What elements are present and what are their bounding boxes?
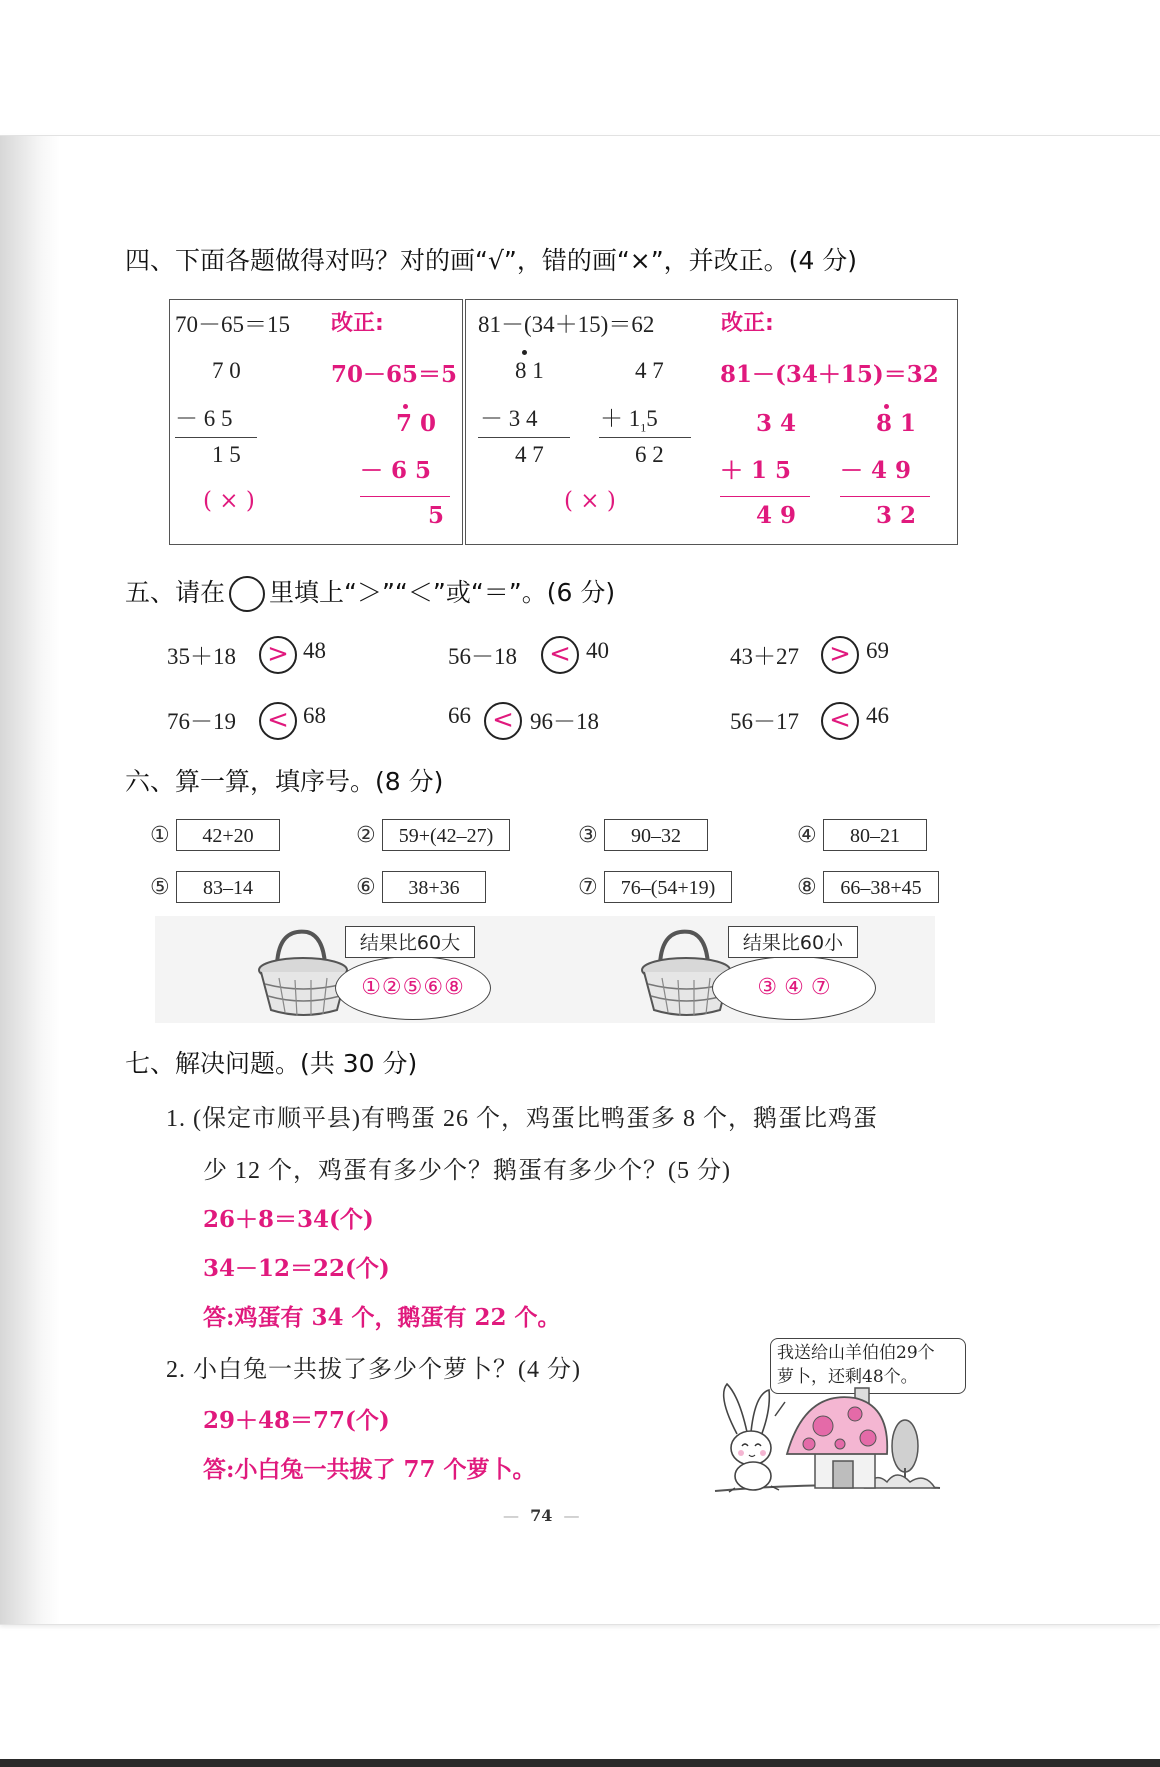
expr-box-5: 83–14 <box>176 871 280 903</box>
q2-answer-2: 答:小白兔一共拔了 77 个萝卜。 <box>203 1456 536 1483</box>
q1-answer-1: 26＋8＝34(个) <box>203 1206 374 1233</box>
right-wrong-mark: ( × ) <box>564 488 616 514</box>
compare-right-6: 46 <box>866 703 889 728</box>
expr-box-6: 38+36 <box>382 871 486 903</box>
right-a-mid: － 3 4 <box>480 406 538 431</box>
item-number-8: ⑧ <box>797 875 817 900</box>
page-fold-shadow <box>0 136 60 1624</box>
compare-left-3: 43＋27 <box>730 644 799 669</box>
bubble-line-2: 萝卜，还剩48个。 <box>777 1367 918 1387</box>
section6-title: 六、算一算，填序号。(8 分) <box>125 767 444 796</box>
basket2-answer: ③ ④ ⑦ <box>757 975 831 1000</box>
left-mark <box>203 488 255 514</box>
compare-right-3: 69 <box>866 638 889 663</box>
expr-box-7: 76–(54+19) <box>604 871 732 903</box>
left-fix-top: 7 0 <box>396 410 437 437</box>
left-col-underline <box>175 437 257 438</box>
compare-left: 35＋18 <box>167 644 236 669</box>
item-number-1: ① <box>150 823 170 848</box>
compare-left-2: 56－18 <box>448 644 517 669</box>
section4-right-box <box>465 299 958 545</box>
right-a-top: 8 1 <box>515 358 544 383</box>
right-b-underline <box>599 437 691 438</box>
rabbit-mushroom-illustration <box>705 1376 945 1496</box>
section4-left-box <box>169 299 463 545</box>
section4-title: 四、下面各题做得对吗？对的画“√”，错的画“×”，并改正。(4 分) <box>125 246 858 275</box>
compare-circle-2[interactable]: < <box>541 636 579 674</box>
compare-right-2: 40 <box>586 638 609 663</box>
right-a-result: 4 7 <box>515 442 544 467</box>
expr-box-3: 90–32 <box>604 819 708 851</box>
section5-title-pre: 五、请在 <box>125 578 226 607</box>
basket1-label: 结果比60大 <box>345 926 475 958</box>
bubble-line-1: 我送给山羊伯伯29个 <box>777 1343 935 1363</box>
compare-circle-1[interactable]: > <box>259 636 297 674</box>
compare-right-4: 68 <box>303 703 326 728</box>
right-c-underline <box>720 496 810 497</box>
right-fix-label: 改正: <box>721 311 774 336</box>
left-original-expr: 70－65＝15 <box>175 312 290 337</box>
basket1-ellipse <box>335 956 491 1020</box>
item-number-6: ⑥ <box>356 875 376 900</box>
right-d-underline <box>840 496 930 497</box>
q1-answer-2: 34－12＝22(个) <box>203 1255 390 1282</box>
right-fix-expr: 81－(34＋15)＝32 <box>720 361 939 388</box>
left-fix-mid: － 6 5 <box>360 457 432 484</box>
compare-left-6: 56－17 <box>730 709 799 734</box>
left-col-top: 7 0 <box>212 358 241 383</box>
blank-circle-icon <box>229 576 265 612</box>
compare-circle-6[interactable]: < <box>821 702 859 740</box>
compare-circle-5[interactable]: < <box>484 702 522 740</box>
right-d-borrow-dot <box>884 404 889 409</box>
section5-title <box>125 573 615 612</box>
right-d-mid: － 4 9 <box>840 457 912 484</box>
q2-answer-1: 29＋48＝77(个) <box>203 1407 390 1434</box>
expr-box-2: 59+(42–27) <box>382 819 510 851</box>
compare-left-4: 76－19 <box>167 709 236 734</box>
right-b-mid-pre: ＋ 1 <box>600 406 641 431</box>
compare-item-1 <box>167 638 236 671</box>
left-fix-underline <box>360 496 450 497</box>
left-fix-expr: 70－65＝5 <box>331 361 458 388</box>
left-fix-label: 改正: <box>331 311 384 336</box>
section5-title-post: 里填上“＞”“＜”或“＝”。(6 分) <box>269 578 616 607</box>
page-number: 74 <box>530 1506 553 1525</box>
right-d-top: 8 1 <box>876 410 917 437</box>
q2-line1: 2. 小白兔一共拔了多少个萝卜？(4 分) <box>166 1357 581 1383</box>
page-number-row: — 74 — <box>503 1506 580 1525</box>
section7-title: 七、解决问题。(共 30 分) <box>125 1049 418 1078</box>
expr-box-1: 42+20 <box>176 819 280 851</box>
item-number-5: ⑤ <box>150 875 170 900</box>
right-c-mid: ＋ 1 5 <box>720 457 792 484</box>
right-a-underline <box>478 437 570 438</box>
right-b-mid <box>600 400 658 436</box>
right-c-top: 3 4 <box>756 410 797 437</box>
left-wrong-mark: ( × ) <box>203 488 255 514</box>
compare-circle-4[interactable]: < <box>259 702 297 740</box>
worksheet-page <box>0 135 1160 1625</box>
compare-circle-3[interactable]: > <box>821 636 859 674</box>
basket1-answer: ①②⑤⑥⑧ <box>361 975 465 1000</box>
basket2-ellipse <box>712 956 876 1020</box>
q1-answer-3: 答:鸡蛋有 34 个，鹅蛋有 22 个。 <box>203 1304 561 1331</box>
right-b-top: 4 7 <box>635 358 664 383</box>
left-fix-result: 5 <box>428 502 445 529</box>
compare-left-5: 66 <box>448 703 471 728</box>
q1-line1: 1. (保定市顺平县)有鸭蛋 26 个，鸡蛋比鸭蛋多 8 个，鹅蛋比鸡蛋 <box>166 1106 878 1132</box>
bottom-bar <box>0 1759 1160 1767</box>
left-col-mid: － 6 5 <box>175 406 233 431</box>
expr-box-4: 80–21 <box>823 819 927 851</box>
right-mark <box>564 488 616 514</box>
item-number-3: ③ <box>578 823 598 848</box>
compare-right-1: 48 <box>303 638 326 663</box>
left-fix-borrow-dot <box>403 404 408 409</box>
right-c-result: 4 9 <box>756 502 797 529</box>
right-original-expr: 81－(34＋15)＝62 <box>478 312 655 337</box>
q1-line2: 少 12 个，鸡蛋有多少个？鹅蛋有多少个？(5 分) <box>203 1158 731 1184</box>
compare-right-5: 96－18 <box>530 709 599 734</box>
right-b-result: 6 2 <box>635 442 664 467</box>
expr-box-8: 66–38+45 <box>823 871 939 903</box>
item-number-7: ⑦ <box>578 875 598 900</box>
item-number-4: ④ <box>797 823 817 848</box>
right-a-borrow-dot <box>522 350 527 355</box>
left-col-result: 1 5 <box>212 442 241 467</box>
right-d-result: 3 2 <box>876 502 917 529</box>
right-b-mid-post: 5 <box>646 406 658 431</box>
basket2-label: 结果比60小 <box>728 926 858 958</box>
item-number-2: ② <box>356 823 376 848</box>
right-b-carry: 1 <box>640 420 647 435</box>
